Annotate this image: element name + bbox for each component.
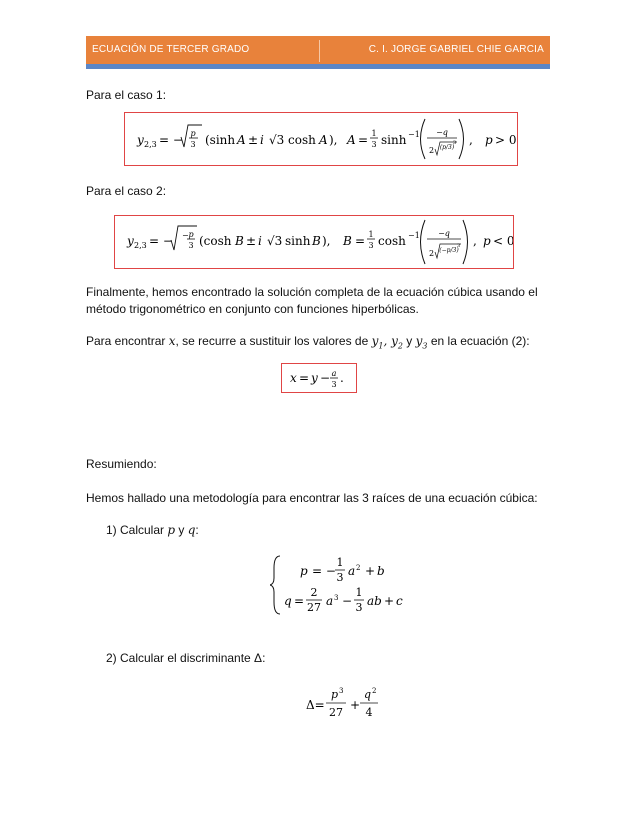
svg-text:+: + bbox=[365, 564, 376, 578]
svg-text:3: 3 bbox=[355, 601, 363, 614]
svg-text:A: A bbox=[319, 133, 328, 147]
svg-text:3: 3 bbox=[190, 140, 196, 149]
svg-text:B: B bbox=[235, 234, 244, 248]
svg-text:3: 3 bbox=[331, 380, 337, 389]
svg-text:.: . bbox=[340, 371, 344, 385]
svg-text:27: 27 bbox=[329, 706, 343, 719]
svg-text:=: = bbox=[355, 234, 366, 248]
discriminant-formula bbox=[302, 685, 382, 725]
case1-formula-box bbox=[124, 112, 518, 166]
svg-text:√3: √3 bbox=[269, 133, 285, 147]
svg-text:3: 3 bbox=[334, 594, 339, 602]
svg-text:y: y bbox=[127, 234, 134, 248]
svg-text:= −: = − bbox=[159, 133, 183, 147]
svg-text:cosh: cosh bbox=[378, 234, 406, 248]
svg-text:1: 1 bbox=[336, 556, 344, 569]
svg-text:q: q bbox=[284, 594, 292, 608]
svg-text:3: 3 bbox=[457, 243, 461, 249]
step-2-label: 2) Calcular el discriminante Δ: bbox=[106, 651, 266, 665]
find-x-prefix: Para encontrar bbox=[86, 334, 169, 348]
header-divider bbox=[319, 40, 320, 62]
svg-text:ab: ab bbox=[367, 594, 382, 608]
svg-text:A: A bbox=[237, 133, 246, 147]
page-header bbox=[86, 36, 550, 64]
svg-text:2,3: 2,3 bbox=[134, 241, 147, 250]
svg-text:B: B bbox=[343, 234, 352, 248]
svg-text:i: i bbox=[260, 133, 264, 147]
svg-text:= −: = − bbox=[312, 564, 336, 578]
svg-text:p: p bbox=[483, 234, 491, 248]
svg-text:4: 4 bbox=[365, 706, 373, 719]
svg-text:+: + bbox=[384, 594, 395, 608]
svg-text:(cosh: (cosh bbox=[199, 234, 232, 248]
header-title-right: C. I. JORGE GABRIEL CHIE GARCIA bbox=[368, 44, 544, 55]
svg-text:3: 3 bbox=[188, 241, 194, 250]
svg-text:3: 3 bbox=[339, 687, 344, 695]
svg-text:b: b bbox=[377, 564, 385, 578]
svg-text:q: q bbox=[364, 688, 372, 701]
svg-text:−1: −1 bbox=[408, 231, 420, 240]
svg-text:±: ± bbox=[246, 234, 257, 248]
svg-text:2: 2 bbox=[429, 249, 435, 258]
svg-text:1: 1 bbox=[368, 230, 374, 239]
x-formula-box bbox=[281, 363, 357, 393]
conclusion-line-2: método trigonométrico en conjunto con funciones hiperbólicas. bbox=[86, 302, 419, 316]
svg-text:3: 3 bbox=[453, 140, 457, 146]
svg-text:(sinh: (sinh bbox=[205, 133, 236, 147]
x-formula bbox=[282, 364, 356, 392]
svg-text:−: − bbox=[182, 231, 189, 240]
svg-text:1: 1 bbox=[371, 129, 377, 138]
svg-text:2: 2 bbox=[429, 146, 435, 155]
svg-text:+: + bbox=[350, 698, 361, 712]
svg-text:y: y bbox=[137, 133, 144, 147]
var-x: x bbox=[168, 334, 176, 348]
var-y1: $y_1$, $y_2$ bbox=[371, 334, 403, 351]
find-x-suffix: en la ecuación (2): bbox=[427, 334, 530, 348]
find-x-mid: , se recurre a sustituir los valores de bbox=[175, 334, 372, 348]
svg-text:> 0: > 0 bbox=[495, 133, 517, 147]
conclusion-line-1: Finalmente, hemos encontrado la solución completa de la ecuación cúbica usando el bbox=[86, 285, 538, 299]
svg-text:sinh: sinh bbox=[285, 234, 311, 248]
svg-text:2,3: 2,3 bbox=[144, 140, 157, 149]
svg-text:2: 2 bbox=[310, 586, 318, 599]
svg-text:=: = bbox=[299, 371, 310, 385]
var-y3: $y_3$ bbox=[415, 334, 428, 351]
svg-text:(p/3): (p/3) bbox=[439, 144, 455, 151]
svg-text:a: a bbox=[348, 564, 356, 578]
svg-text:=: = bbox=[358, 133, 369, 147]
case2-label: Para el caso 2: bbox=[86, 184, 167, 198]
svg-text:−: − bbox=[320, 371, 331, 385]
svg-text:i: i bbox=[258, 234, 262, 248]
svg-text:Δ=: Δ= bbox=[306, 698, 325, 712]
svg-text:p: p bbox=[188, 230, 194, 239]
svg-text:= −: = − bbox=[149, 234, 173, 248]
svg-text:y: y bbox=[311, 371, 318, 385]
case2-formula bbox=[115, 216, 513, 268]
case1-formula bbox=[125, 113, 517, 165]
svg-text:3: 3 bbox=[368, 241, 374, 250]
svg-text:3: 3 bbox=[371, 140, 377, 149]
summary-text: Hemos hallado una metodología para encontrar las 3 raíces de una ecuación cúbica: bbox=[86, 491, 538, 505]
header-accent-bar bbox=[86, 64, 550, 69]
step-1-label: 1) Calcular p y q: bbox=[106, 523, 199, 537]
svg-text:27: 27 bbox=[307, 601, 321, 614]
svg-text:p: p bbox=[485, 133, 493, 147]
svg-text:),: ), bbox=[329, 133, 338, 147]
svg-text:−q: −q bbox=[436, 128, 448, 137]
svg-text:=: = bbox=[294, 594, 305, 608]
svg-text:±: ± bbox=[248, 133, 259, 147]
svg-text:),: ), bbox=[322, 234, 331, 248]
svg-text:a: a bbox=[331, 369, 337, 378]
svg-text:x: x bbox=[290, 371, 297, 385]
svg-text:(−p/3): (−p/3) bbox=[439, 247, 459, 254]
svg-text:2: 2 bbox=[356, 564, 361, 572]
case2-formula-box bbox=[114, 215, 514, 269]
svg-text:p: p bbox=[331, 688, 339, 701]
p-q-system bbox=[270, 550, 420, 620]
svg-text:A: A bbox=[347, 133, 356, 147]
svg-text:,: , bbox=[469, 133, 473, 147]
svg-text:p: p bbox=[300, 564, 308, 578]
svg-text:B: B bbox=[312, 234, 321, 248]
summary-label: Resumiendo: bbox=[86, 457, 157, 471]
svg-text:a: a bbox=[326, 594, 334, 608]
svg-text:sinh: sinh bbox=[381, 133, 407, 147]
svg-text:< 0: < 0 bbox=[493, 234, 513, 248]
svg-text:3: 3 bbox=[336, 571, 344, 584]
svg-text:c: c bbox=[396, 594, 403, 608]
svg-text:,: , bbox=[473, 234, 477, 248]
svg-text:−: − bbox=[342, 594, 353, 608]
svg-text:1: 1 bbox=[355, 586, 363, 599]
svg-text:√3: √3 bbox=[267, 234, 283, 248]
svg-text:cosh: cosh bbox=[288, 133, 316, 147]
svg-text:−1: −1 bbox=[408, 130, 420, 139]
case1-label: Para el caso 1: bbox=[86, 88, 167, 102]
svg-text:−q: −q bbox=[438, 229, 450, 238]
svg-text:p: p bbox=[190, 129, 196, 138]
conclusion-paragraph bbox=[86, 284, 556, 318]
step-1-vars: p bbox=[167, 523, 176, 537]
svg-text:2: 2 bbox=[372, 687, 377, 695]
header-title-left: ECUACIÓN DE TERCER GRADO bbox=[92, 44, 250, 55]
find-x-paragraph: Para encontrar x, se recurre a sustituir los valores de $y_1$, $y_2$ y $y_3$ en la ecuación (2): bbox=[86, 334, 530, 351]
